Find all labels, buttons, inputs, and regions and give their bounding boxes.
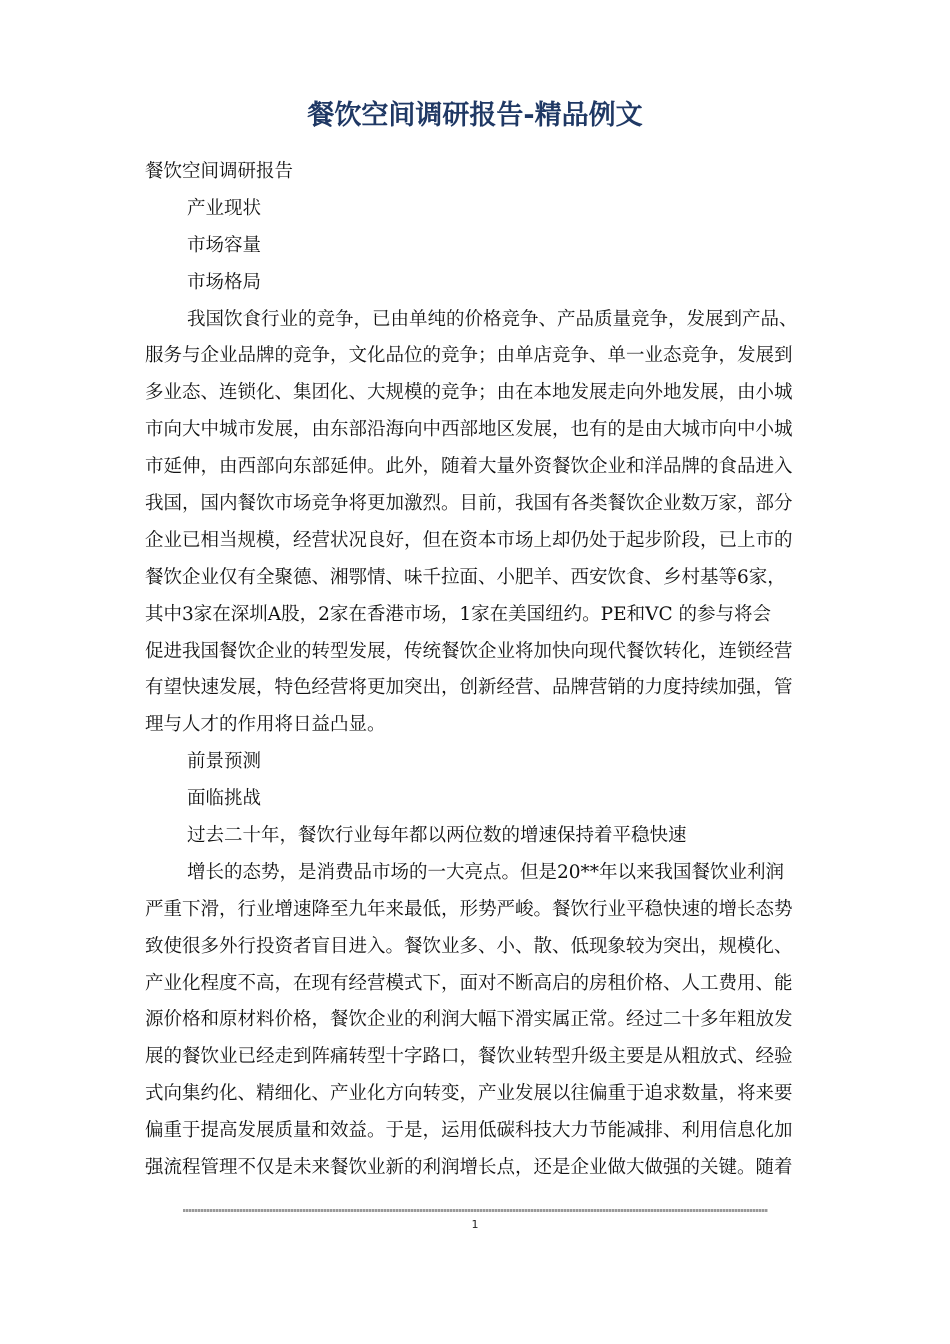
text-line: 多业态、连锁化、集团化、大规模的竞争；由在本地发展走向外地发展，由小城: [145, 382, 793, 404]
text-line: 餐饮空间调研报告: [145, 161, 294, 182]
text-line: 服务与企业品牌的竞争，文化品位的竞争；由单店竞争、单一业态竞争，发展到: [145, 345, 793, 367]
text-line: 市延伸，由西部向东部延伸。此外，随着大量外资餐饮企业和洋品牌的食品进入: [145, 456, 793, 478]
text-line: 前景预测: [187, 751, 262, 773]
text-line: 产业现状: [187, 197, 262, 219]
text-line: 餐饮企业仅有全聚德、湘鄂情、味千拉面、小肥羊、西安饮食、乡村基等6家，: [145, 566, 786, 588]
text-line: 强流程管理不仅是未来餐饮业新的利润增长点，还是企业做大做强的关键。随着: [145, 1157, 793, 1179]
text-line: 促进我国餐饮企业的转型发展，传统餐饮企业将加快向现代餐饮转化，连锁经营: [145, 640, 793, 662]
text-line: 展的餐饮业已经走到阵痛转型十字路口，餐饮业转型升级主要是从粗放式、经验: [145, 1046, 793, 1068]
text-line: 致使很多外行投资者盲目进入。餐饮业多、小、散、低现象较为突出，规模化、: [145, 935, 793, 957]
text-line: 过去二十年，餐饮行业每年都以两位数的增速保持着平稳快速: [187, 825, 687, 847]
text-line: 市场容量: [187, 234, 262, 256]
text-line: 产业化程度不高，在现有经营模式下，面对不断高启的房租价格、人工费用、能: [145, 972, 793, 994]
text-line: 我国饮食行业的竞争，已由单纯的价格竞争、产品质量竞争，发展到产品、: [187, 308, 798, 330]
text-line: 严重下滑，行业增速降至九年来最低，形势严峻。餐饮行业平稳快速的增长态势: [145, 898, 793, 920]
footer-divider: [183, 1209, 768, 1212]
document-body: [145, 154, 825, 1187]
text-line: 有望快速发展，特色经营将更加突出，创新经营、品牌营销的力度持续加强，管: [145, 677, 793, 699]
text-line: 增长的态势，是消费品市场的一大亮点。但是20**年以来我国餐饮业利润: [187, 861, 785, 883]
page-number: 1: [471, 1218, 479, 1231]
text-line: 市场格局: [187, 271, 262, 293]
text-line: 我国，国内餐饮市场竞争将更加激烈。目前，我国有各类餐饮企业数万家，部分: [145, 493, 793, 515]
document-title: 餐饮空间调研报告-精品例文: [307, 100, 643, 131]
text-line: 理与人才的作用将日益凸显。: [145, 714, 386, 736]
text-line: 其中3家在深圳A股，2家在香港市场，1家在美国纽约。PE和VC 的参与将会: [145, 603, 772, 625]
text-line: 源价格和原材料价格，餐饮企业的利润大幅下滑实属正常。经过二十多年粗放发: [145, 1009, 793, 1031]
text-line: 面临挑战: [187, 788, 262, 810]
text-line: 偏重于提高发展质量和效益。于是，运用低碳科技大力节能减排、利用信息化加: [145, 1120, 793, 1142]
text-line: 式向集约化、精细化、产业化方向转变，产业发展以往偏重于追求数量，将来要: [145, 1083, 793, 1105]
text-line: 市向大中城市发展，由东部沿海向中西部地区发展，也有的是由大城市向中小城: [145, 419, 793, 441]
text-line: 企业已相当规模，经营状况良好，但在资本市场上却仍处于起步阶段，已上市的: [145, 529, 793, 551]
